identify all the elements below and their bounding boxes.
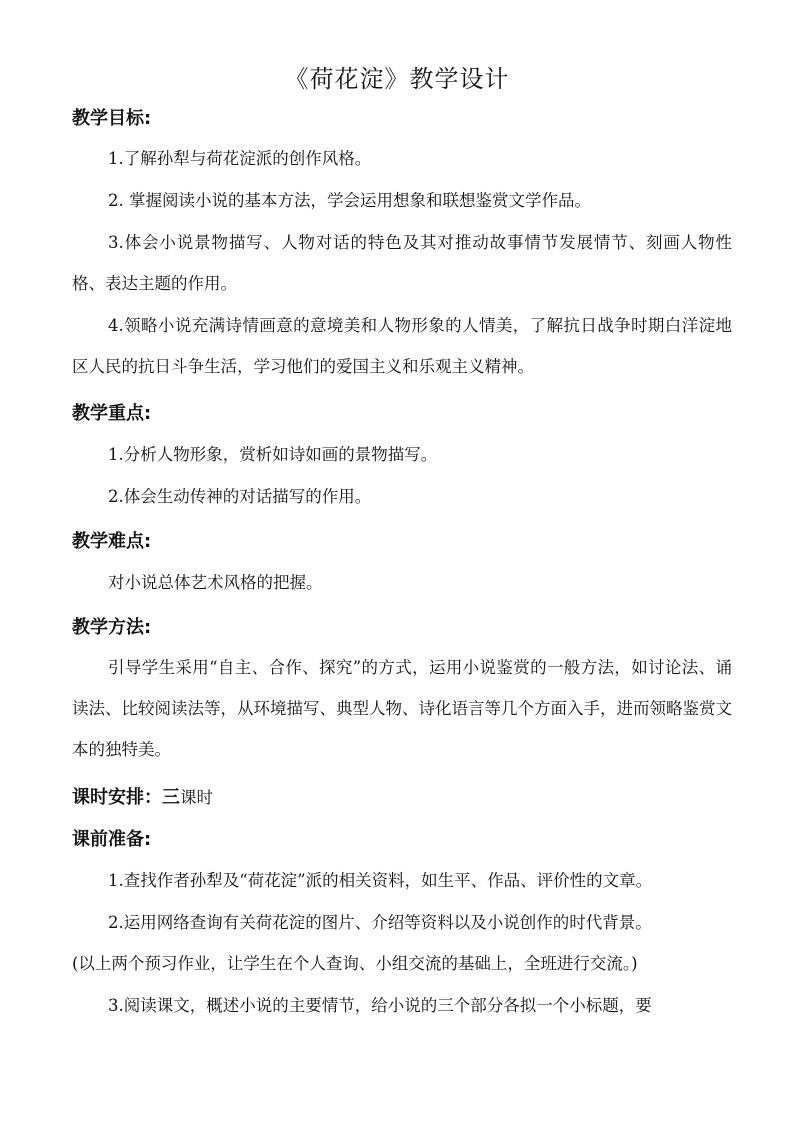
key-point-item-1: 1.分析人物形象，赏析如诗如画的景物描写。 bbox=[108, 445, 438, 464]
heading-difficulties: 教学难点: bbox=[72, 531, 152, 552]
heading-schedule: 课时安排：三 bbox=[72, 787, 180, 808]
goal-item-4: 4.领略小说充满诗情画意的意境美和人物形象的人情美，了解抗日战争时期白洋淀地区人民的抗日斗争生活，学习他们的爱国主义和乐观主义精神。 bbox=[72, 316, 732, 376]
heading-preparation: 课前准备: bbox=[72, 829, 152, 850]
key-point-item-2: 2.体会生动传神的对话描写的作用。 bbox=[108, 487, 372, 506]
heading-key-points: 教学重点: bbox=[72, 403, 152, 424]
goal-item-2: 2. 掌握阅读小说的基本方法，学会运用想象和联想鉴赏文学作品。 bbox=[108, 191, 591, 210]
goal-item-1: 1.了解孙犁与荷花淀派的创作风格。 bbox=[108, 149, 372, 168]
document-title: 《荷花淀》教学设计 bbox=[284, 65, 510, 93]
preparation-note: (以上两个预习作业，让学生在个人查询、小组交流的基础上，全班进行交流。) bbox=[72, 954, 638, 973]
goal-item-3: 3.体会小说景物描写、人物对话的特色及其对推动故事情节发展情节、刻画人物性格、表达主题的作用。 bbox=[72, 233, 732, 293]
schedule-line bbox=[72, 785, 213, 811]
preparation-item-3: 3.阅读课文，概述小说的主要情节，给小说的三个部分各拟一个小标题，要 bbox=[108, 996, 652, 1015]
heading-teaching-goals: 教学目标: bbox=[72, 108, 152, 129]
preparation-item-1: 1.查找作者孙犁及“荷花淀”派的相关资料，如生平、作品、评价性的文章。 bbox=[108, 871, 653, 890]
heading-methods: 教学方法: bbox=[72, 617, 152, 638]
difficulty-text: 对小说总体艺术风格的把握。 bbox=[108, 573, 323, 592]
methods-text: 引导学生采用“自主、合作、探究”的方式，运用小说鉴赏的一般方法，如讨论法、诵读法、比较阅读法等，从环境描写、典型人物、诗化语言等几个方面入手，进而领略鉴赏文本的独特美。 bbox=[72, 658, 732, 759]
preparation-item-2: 2.运用网络查询有关荷花淀的图片、介绍等资料以及小说创作的时代背景。 bbox=[108, 913, 652, 932]
schedule-value: 课时 bbox=[180, 788, 213, 807]
